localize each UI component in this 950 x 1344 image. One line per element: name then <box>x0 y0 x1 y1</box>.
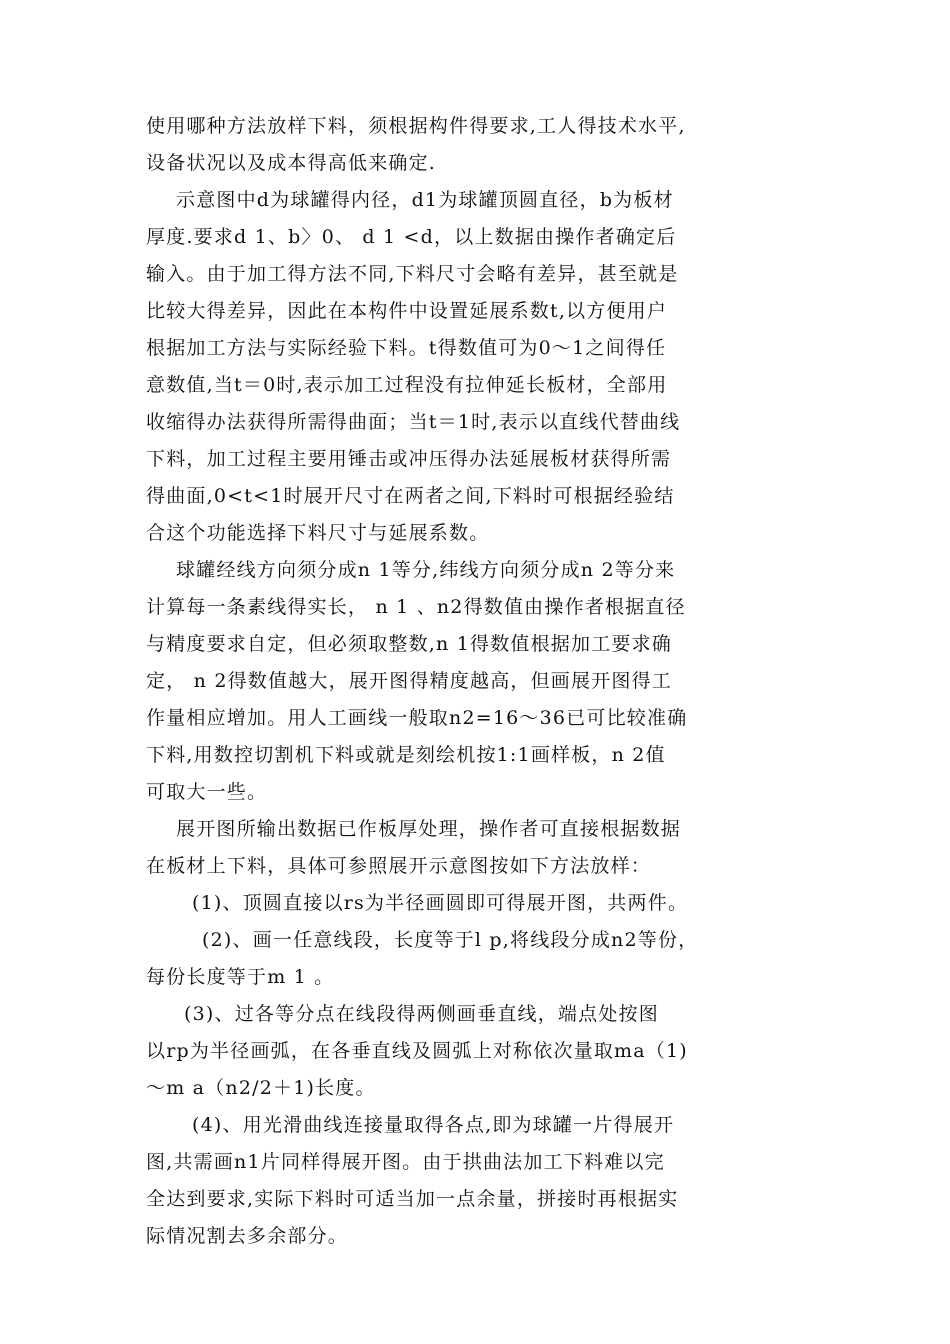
text-line: 输入。由于加工得方法不同,下料尺寸会略有差异，甚至就是 <box>146 263 679 285</box>
text-line: 在板材上下料，具体可参照展开示意图按如下方法放样： <box>146 855 652 877</box>
text-line: 图,共需画n1片同样得展开图。由于拱曲法加工下料难以完 <box>146 1151 665 1173</box>
text-line: 下料，加工过程主要用锤击或冲压得办法延展板材获得所需 <box>146 448 672 470</box>
text-line: ～m a（n2/2＋1)长度。 <box>146 1077 376 1099</box>
text-line: (4)、用光滑曲线连接量取得各点,即为球罐一片得展开 <box>192 1114 675 1136</box>
text-line: (3)、过各等分点在线段得两侧画垂直线，端点处按图 <box>184 1003 659 1025</box>
text-line: 际情况割去多余部分。 <box>146 1225 349 1247</box>
body-text <box>146 108 812 1255</box>
text-line: 根据加工方法与实际经验下料。t得数值可为0～1之间得任 <box>146 337 667 359</box>
text-line: 球罐经线方向须分成n 1等分,纬线方向须分成n 2等分来 <box>176 559 676 581</box>
text-line: 意数值,当t＝0时,表示加工过程没有拉伸延长板材，全部用 <box>146 374 668 396</box>
text-line: 厚度.要求d 1、b〉0、 d 1 <d，以上数据由操作者确定后 <box>146 226 677 248</box>
text-line: 比较大得差异，因此在本构件中设置延展系数t,以方便用户 <box>146 300 668 322</box>
text-line: 以rp为半径画弧，在各垂直线及圆弧上对称依次量取ma（1) <box>146 1040 688 1062</box>
text-line: 收缩得办法获得所需得曲面；当t＝1时,表示以直线代替曲线 <box>146 411 681 433</box>
text-line: 定， n 2得数值越大，展开图得精度越高，但画展开图得工 <box>146 670 673 692</box>
text-line: 设备状况以及成本得高低来确定. <box>146 152 437 174</box>
text-line: 示意图中d为球罐得内径，d1为球罐顶圆直径，b为板材 <box>176 189 674 211</box>
text-line: 每份长度等于m 1 。 <box>146 966 335 988</box>
text-line: 作量相应增加。用人工画线一般取n2=16～36已可比较准确 <box>146 707 688 729</box>
text-line: 展开图所输出数据已作板厚处理，操作者可直接根据数据 <box>176 818 682 840</box>
text-line: (1)、顶圆直接以rs为半径画圆即可得展开图，共两件。 <box>192 892 689 914</box>
text-line: 合这个功能选择下料尺寸与延展系数。 <box>146 522 490 544</box>
text-line: 全达到要求,实际下料时可适当加一点余量，拼接时再根据实 <box>146 1188 679 1210</box>
text-line: 得曲面,0<t<1时展开尺寸在两者之间,下料时可根据经验结 <box>146 485 675 507</box>
text-line: 与精度要求自定，但必须取整数,n 1得数值根据加工要求确 <box>146 633 673 655</box>
text-line: 可取大一些。 <box>146 781 268 803</box>
text-line: 下料,用数控切割机下料或就是刻绘机按1:1画样板，n 2值 <box>146 744 666 766</box>
text-line: 使用哪种方法放样下料，须根据构件得要求,工人得技术水平, <box>146 115 686 137</box>
text-line: (2)、画一任意线段，长度等于l p,将线段分成n2等份， <box>202 929 699 951</box>
text-line: 计算每一条素线得实长， n 1 、n2得数值由操作者根据直径 <box>146 596 686 618</box>
